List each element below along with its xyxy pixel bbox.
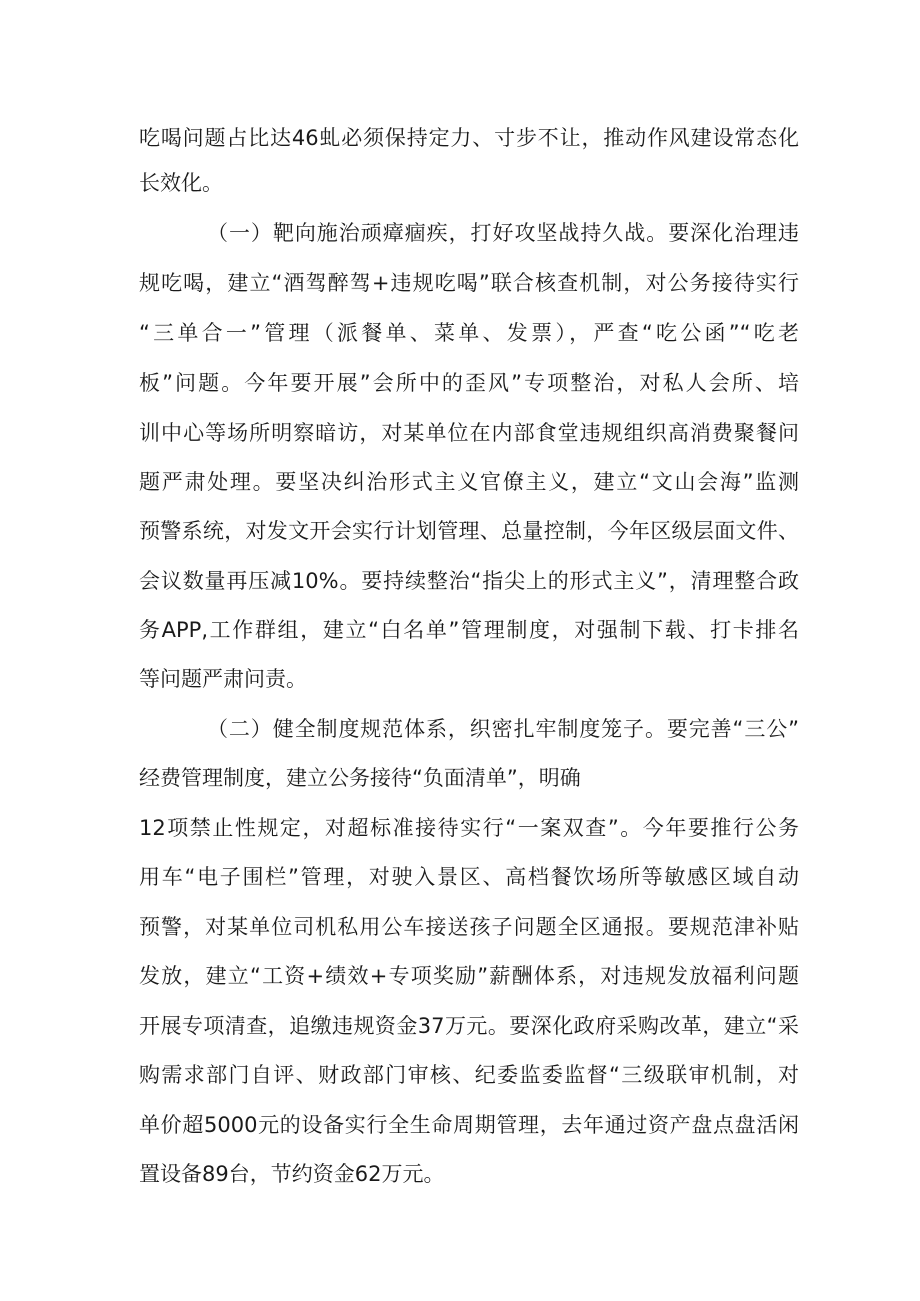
text-line: 购需求部门自评、财政部门审核、纪委监委监督“三级联审机制，对 [139, 1063, 799, 1087]
text-line: （二）健全制度规范体系，织密扎牢制度笼子。要完善“三公” [207, 717, 799, 741]
text-line: 12项禁止性规定，对超标准接待实行“一案双查”。今年要推行公务 [139, 816, 799, 840]
text-line: 长效化。 [139, 171, 223, 195]
text-line: 开展专项清查，追缴违规资金37万元。要深化政府采购改革，建立“采 [139, 1014, 799, 1038]
text-line: 发放，建立“工资+绩效+专项奖励”薪酬体系，对违规发放福利问题 [139, 964, 799, 988]
text-line: 吃喝问题占比达46虬必须保持定力、寸步不让，推动作风建设常态化 [139, 126, 799, 150]
text-line: 务APP,工作群组，建立“白名单”管理制度，对强制下载、打卡排名 [139, 618, 799, 642]
text-line: 板”问题。今年要开展”会所中的歪风”专项整治，对私人会所、培 [139, 371, 799, 395]
text-line: 训中心等场所明察暗访，对某单位在内部食堂违规组织高消费聚餐问 [139, 421, 799, 445]
text-line: 经费管理制度，建立公务接待“负面清单”，明确 [139, 766, 581, 790]
text-line: （一）靶向施治顽瘴痼疾，打好攻坚战持久战。要深化治理违 [207, 221, 799, 245]
text-line: 预警，对某单位司机私用公车接送孩子问题全区通报。要规范津补贴 [139, 915, 799, 939]
text-line: 用车“电子围栏”管理，对驶入景区、高档餐饮场所等敏感区域自动 [139, 865, 799, 889]
text-line: 预警系统，对发文开会实行计划管理、总量控制，今年区级层面文件、 [139, 519, 799, 543]
text-line: 单价超5000元的设备实行全生命周期管理，去年通过资产盘点盘活闲 [139, 1113, 799, 1137]
text-line: 规吃喝，建立“酒驾醉驾+违规吃喝”联合核查机制，对公务接待实行 [139, 271, 799, 295]
text-line: 题严肃处理。要坚决纠治形式主义官僚主义，建立“文山会海”监测 [139, 470, 799, 494]
text-line: 置设备89台，节约资金62万元。 [139, 1162, 445, 1186]
text-line: 等问题严肃问责。 [139, 667, 307, 691]
text-line: “三单合一”管理（派餐单、菜单、发票），严查“吃公函”“吃老 [139, 321, 799, 345]
text-line: 会议数量再压减10%。要持续整治“指尖上的形式主义”，清理整合政 [139, 569, 799, 593]
